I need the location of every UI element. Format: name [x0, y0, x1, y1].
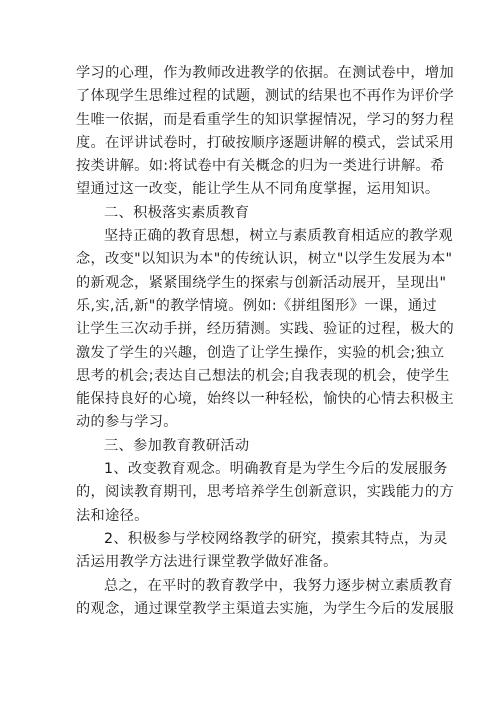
paragraph-line: 活运用教学方法进行课堂教学做好准备。 [76, 554, 338, 571]
paragraph-line: 乐,实,活,新"的教学情境。例如:《拼组图形》一课，通过 [76, 297, 437, 314]
paragraph-line: 的观念，通过课堂教学主渠道去实施，为学生今后的发展服 [76, 600, 454, 617]
document-body [76, 62, 454, 621]
paragraph-line: 的新观念，紧紧围绕学生的探索与创新活动展开，呈现出" [76, 274, 447, 291]
paragraph-line: 念，改变"以知识为本"的传统认识，树立"以学生发展为本" [76, 251, 453, 268]
paragraph-line: 思考的机会;表达自己想法的机会;自我表现的机会，使学生 [76, 367, 450, 384]
paragraph-line: 总之，在平时的教育教学中，我努力逐步树立素质教育 [104, 577, 453, 594]
paragraph-line: 激发了学生的兴趣，创造了让学生操作，实验的机会;独立 [76, 344, 445, 361]
paragraph-line: 能保持良好的心境，始终以一种轻松，愉快的心情去积极主 [76, 391, 454, 408]
paragraph-line: 生唯一依据，而是看重学生的知识掌握情况，学习的努力程 [76, 111, 454, 128]
paragraph-line: 动的参与学习。 [76, 414, 178, 431]
paragraph-line: 坚持正确的教育思想，树立与素质教育相适应的教学观 [104, 228, 453, 245]
paragraph-line: 学习的心理，作为教师改进教学的依据。在测试卷中，增加 [76, 65, 454, 81]
section-heading: 三、参加教育教研活动 [104, 437, 250, 454]
paragraph-line: 1、改变教育观念。明确教育是为学生今后的发展服务 [104, 461, 448, 478]
paragraph-line: 望通过这一改变，能让学生从不同角度掌握，运用知识。 [76, 181, 440, 198]
paragraph-line: 了体现学生思维过程的试题，测试的结果也不再作为评价学 [76, 88, 454, 105]
paragraph-line: 让学生三次动手拼，经历猜测。实践、验证的过程，极大的 [76, 321, 454, 338]
paragraph-line: 的，阅读教育期刊，思考培养学生创新意识，实践能力的方 [76, 484, 454, 501]
section-heading: 二、积极落实素质教育 [104, 204, 250, 221]
paragraph-line: 按类讲解。如:将试卷中有关概念的归为一类进行讲解。希 [76, 158, 445, 175]
paragraph-line: 度。在评讲试卷时，打破按顺序逐题讲解的模式，尝试采用 [76, 134, 454, 151]
paragraph-line: 2、积极参与学校网络教学的研究，摸索其特点，为灵 [104, 530, 448, 547]
paragraph-line: 法和途径。 [76, 507, 149, 524]
